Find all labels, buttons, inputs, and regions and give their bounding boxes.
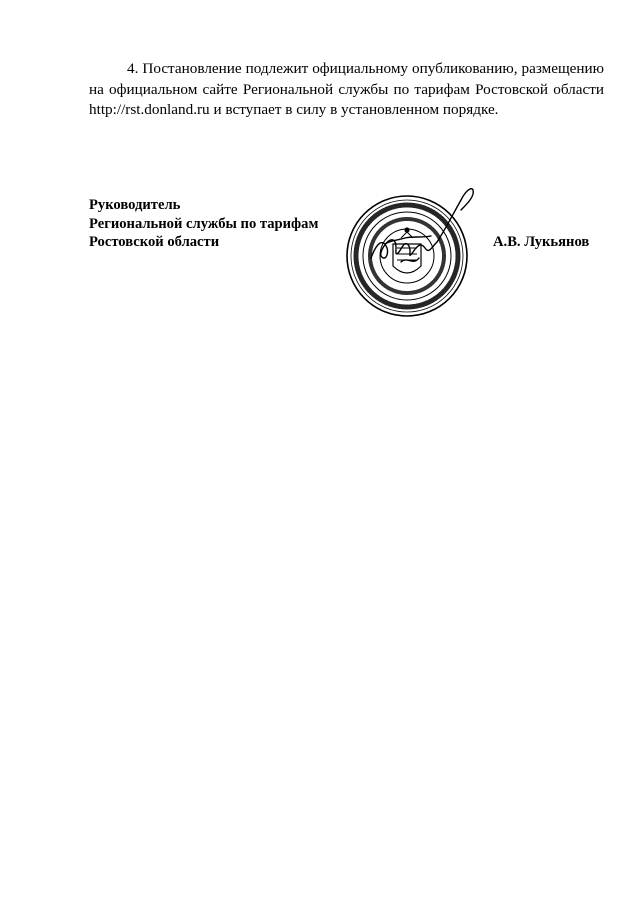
seal-outer-inner-ring <box>351 200 463 312</box>
seal-middle-ring <box>363 212 451 300</box>
position-line-2: Региональной службы по тарифам <box>89 215 319 232</box>
paragraph-publication-clause: 4. Постановление подлежит официальному опубликованию, размещению на официальном сайте Региональной службы по тарифам Ростовской области http://rst.donland.ru и вступает в силу в установленном порядке. <box>89 60 604 118</box>
seal-outer-ring <box>347 196 467 316</box>
signatory-position <box>89 196 359 252</box>
signatory-name: А.В. Лукьянов <box>493 234 590 250</box>
position-line-3: Ростовской области <box>89 234 220 250</box>
seal-coat-of-arms <box>393 228 421 273</box>
official-seal-stamp <box>341 182 481 322</box>
position-line-1: Руководитель <box>89 197 181 213</box>
